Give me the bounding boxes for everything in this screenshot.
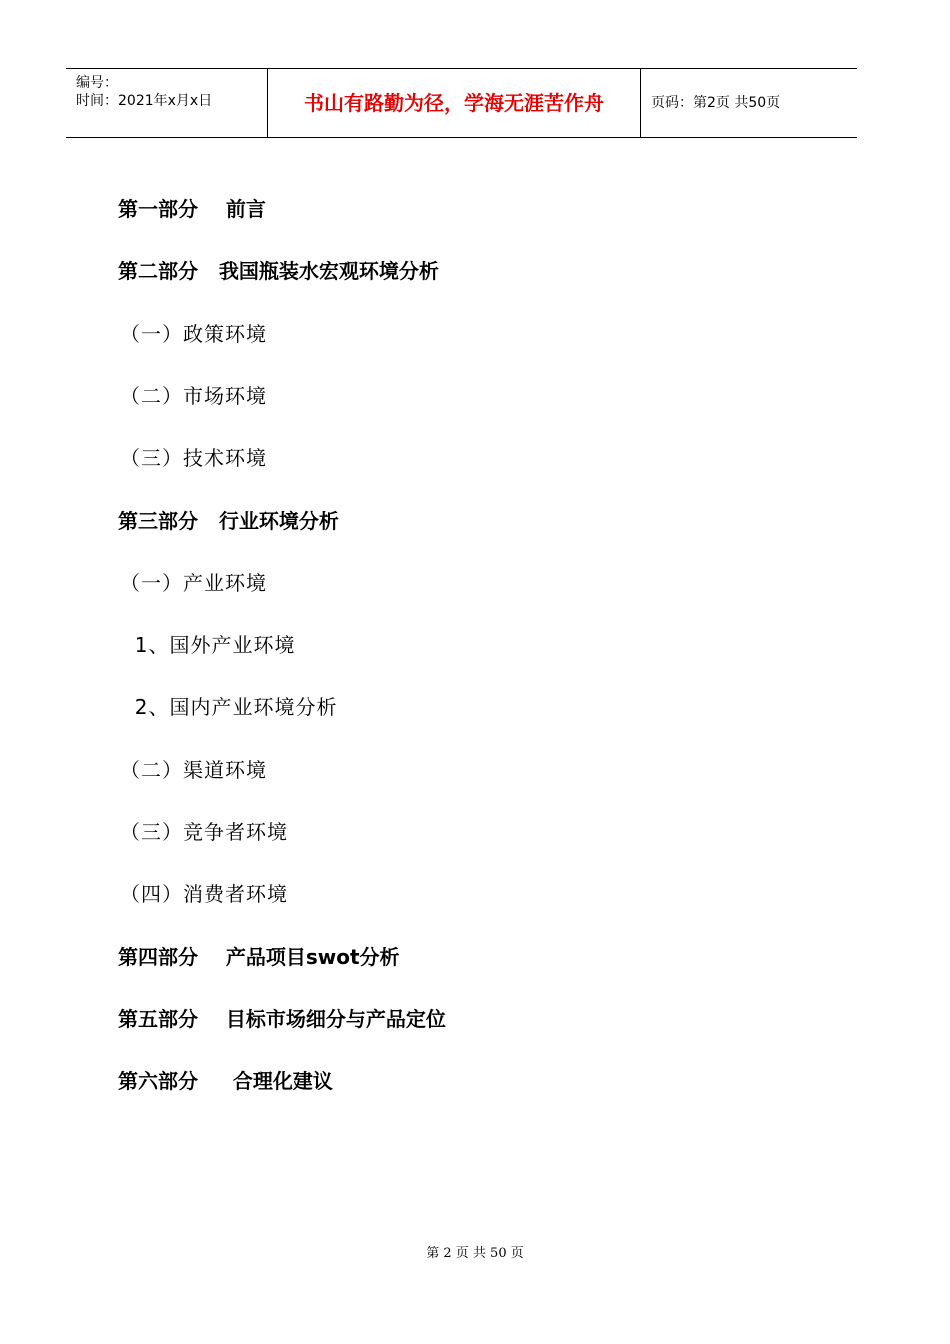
header-page-info: 页码：第2页 共50页 bbox=[651, 95, 781, 111]
header-motto: 书山有路勤为径，学海无涯苦作舟 bbox=[304, 91, 604, 115]
document-number-label: 编号： bbox=[76, 75, 118, 91]
document-time-label: 时间：2021年x月x日 bbox=[76, 93, 213, 109]
toc-subsection: （三）竞争者环境 bbox=[120, 820, 288, 844]
toc-subsection: 1、国外产业环境 bbox=[120, 633, 296, 657]
toc-subsection: （三）技术环境 bbox=[120, 446, 267, 470]
header-motto-cell bbox=[268, 69, 641, 137]
toc-subsection: （二）渠道环境 bbox=[120, 758, 267, 782]
toc-part-heading: 第四部分 产品项目swot分析 bbox=[118, 945, 400, 969]
toc-subsection: 2、国内产业环境分析 bbox=[120, 695, 338, 719]
toc-subsection: （一）政策环境 bbox=[120, 322, 267, 346]
toc-part-heading: 第一部分 前言 bbox=[118, 197, 266, 221]
page-footer: 第 2 页 共 50 页 bbox=[426, 1246, 524, 1261]
toc-subsection: （二）市场环境 bbox=[120, 384, 267, 408]
toc-part-heading: 第三部分 行业环境分析 bbox=[118, 509, 339, 533]
toc-subsection: （一）产业环境 bbox=[120, 571, 267, 595]
header-meta-cell bbox=[66, 69, 268, 137]
toc-part-heading: 第二部分 我国瓶装水宏观环境分析 bbox=[118, 259, 439, 283]
toc-subsection: （四）消费者环境 bbox=[120, 882, 288, 906]
toc-part-heading: 第五部分 目标市场细分与产品定位 bbox=[118, 1007, 446, 1031]
toc-part-heading: 第六部分 合理化建议 bbox=[118, 1069, 333, 1093]
header-page-cell bbox=[641, 69, 857, 137]
page-header bbox=[66, 68, 857, 138]
